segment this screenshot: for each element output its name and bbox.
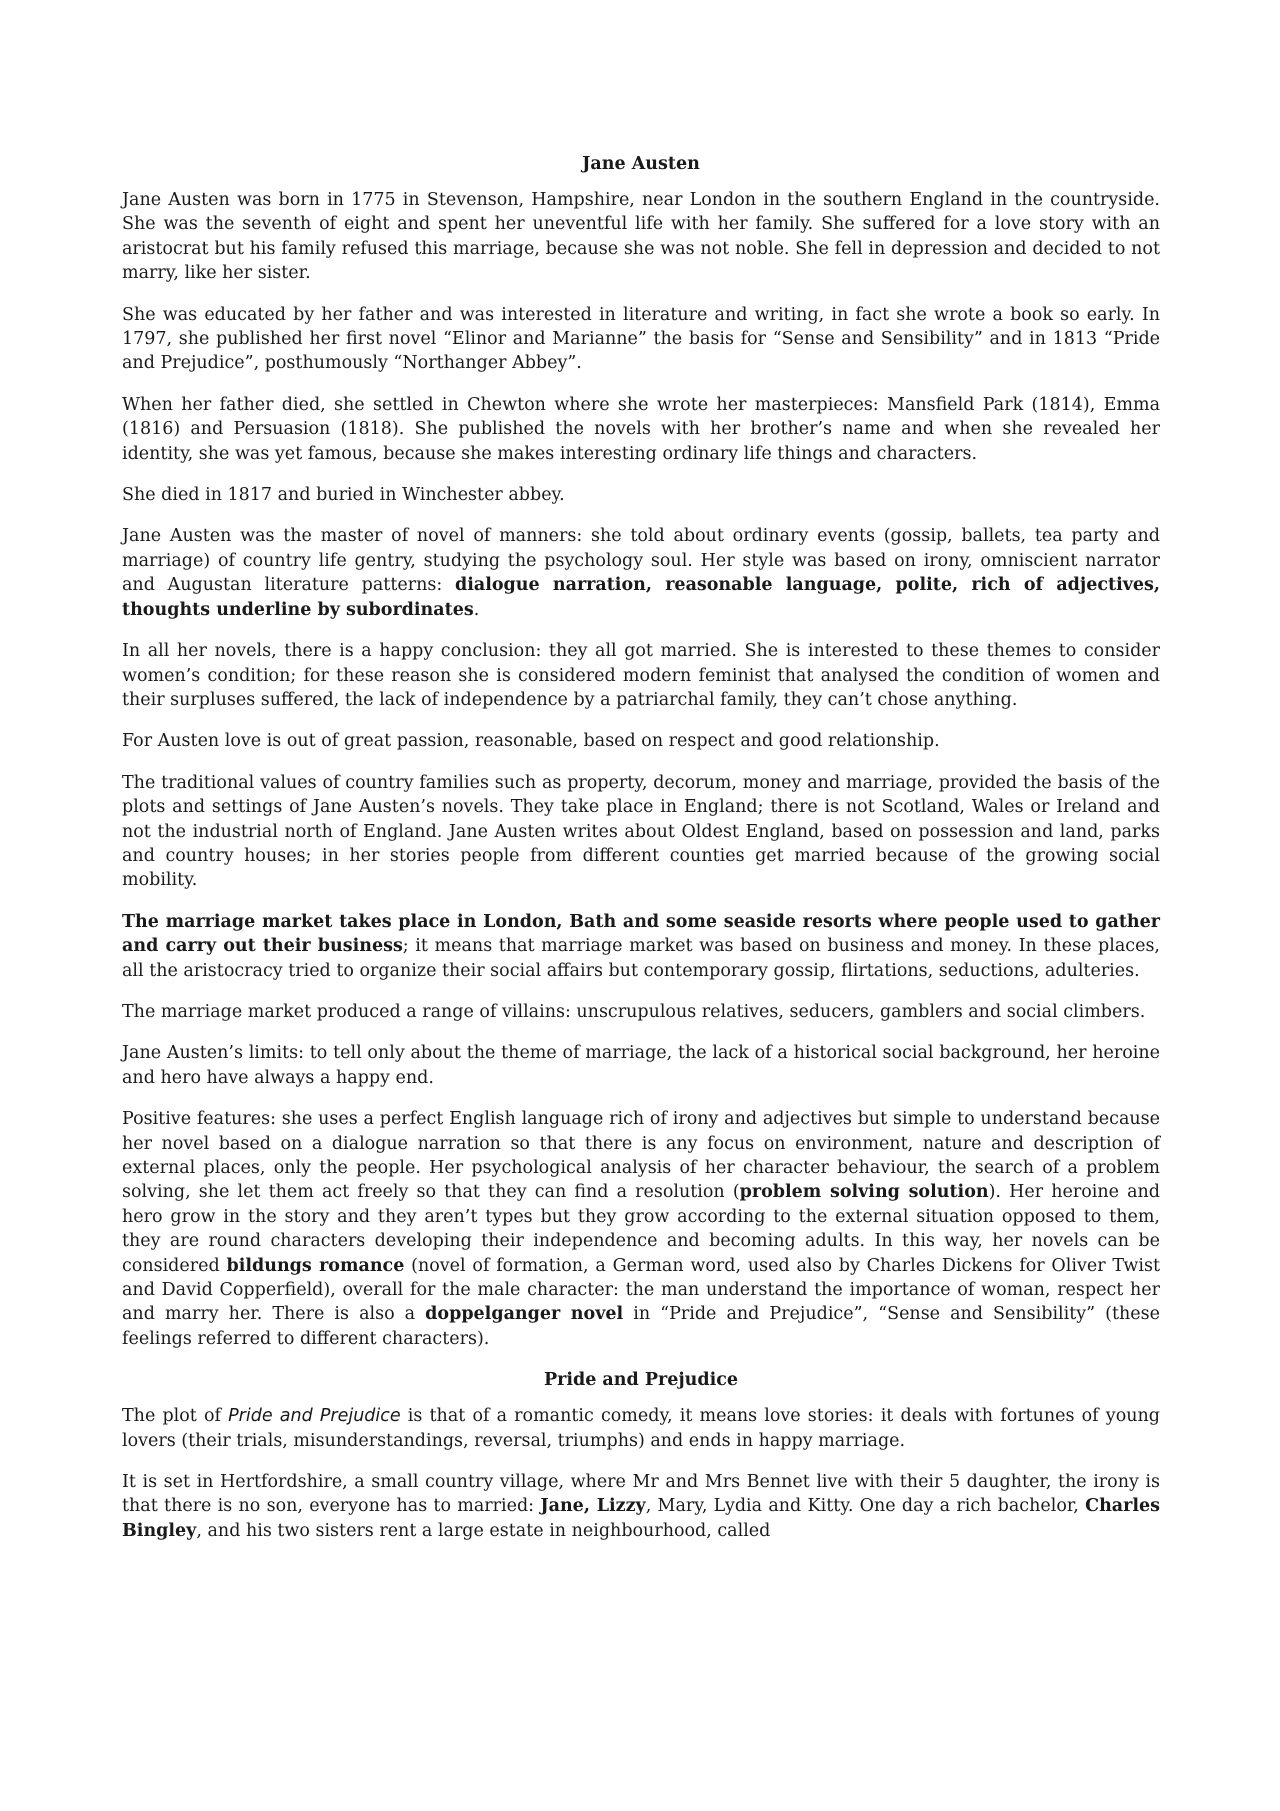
paragraph-values: The traditional values of country families such as property, decorum, money and marriage, provided the basis of the plots and settings of Jane Austen’s novels. They take place in England; there is not Scotland, Wales or Ireland and not the industrial north of England. Jane Austen writes about Oldest England, based on possession and land, parks and country houses; in her stories people from different counties get married because of the growing social mobility. [122, 772, 1160, 891]
paragraph-villains: The marriage market produced a range of villains: unscrupulous relatives, seducers, gamblers and social climbers. [122, 1001, 1146, 1022]
italic-text-run: Pride and Prejudice [228, 1406, 401, 1427]
page-title: Jane Austen [582, 154, 700, 174]
bold-text-run: Jane, Lizzy [540, 1496, 646, 1517]
text-run: , and his two sisters rent a large estate in neighbourhood, called [196, 1520, 771, 1541]
text-run: It is set in Hertfordshire, a small country village, where Mr and Mrs Bennet live with their 5 daughter, the irony is that there is no son, everyone has to married: [122, 1472, 1160, 1517]
paragraph-love: For Austen love is out of great passion, reasonable, based on respect and good relationship. [122, 731, 940, 752]
bold-text-run: doppelganger novel [425, 1304, 624, 1325]
bold-text-run: The marriage market takes place in London, Bath and some seaside resorts where people used to gather and carry out their business [122, 911, 1160, 957]
paragraph-masterpieces: When her father died, she settled in Chewton where she wrote her masterpieces: Mansfield Park (1814), Emma (1816) and Persuasion (1818). She published the novels with her brother’s name and when she revealed her identity, she was yet famous, because she makes interesting ordinary life things and characters. [122, 394, 1160, 464]
paragraph-marriage-market [122, 910, 1160, 983]
paragraph-themes: In all her novels, there is a happy conclusion: they all got married. She is interested to these themes to consider women’s condition; for these reason she is considered modern feminist that analysed the condition of women and their surpluses suffered, the lack of independence by a patriarchal family, they can’t chose anything. [122, 641, 1160, 710]
text-run: The plot of [122, 1406, 229, 1427]
text-run: in “Pride and Prejudice”, “Sense and Sensibility” (these feelings referred to different characters). [122, 1304, 1160, 1349]
bold-text-run: Charles Bingley [122, 1496, 1160, 1541]
paragraph-setting [122, 1470, 1160, 1543]
bold-text-run: dialogue narration, reasonable language, polite, rich of adjectives, thoughts underline by subordinates [122, 575, 1160, 620]
paragraph-limits: Jane Austen’s limits: to tell only about the theme of marriage, the lack of a historical social background, her heroine and hero have always a happy end. [122, 1043, 1160, 1088]
text-run: Positive features: she uses a perfect English language rich of irony and adjectives but simple to understand because her novel based on a dialogue narration so that there is any focus on environment, nature and description of external places, only the people. Her psychological analysis of her character behaviour, the search of a problem solving, she let them act freely so that they can find a resolution ( [122, 1109, 1160, 1203]
text-run: Jane Austen was the master of novel of manners: she told about ordinary events (gossip, ballets, tea party and marriage) of country life gentry, studying the psychology soul. Her style was based on irony, omniscient narrator and Augustan literature patterns: [122, 526, 1160, 596]
text-run: ; it means that marriage market was based on business and money. In these places, all the aristocracy tried to organize their social affairs but contemporary gossip, flirtations, seductions, adulteries. [122, 936, 1160, 981]
text-run: , Mary, Lydia and Kitty. One day a rich bachelor, [645, 1496, 1086, 1517]
paragraph-style [122, 524, 1160, 622]
bold-text-run: bildungs romance [226, 1255, 405, 1276]
text-run: (novel of formation, a German word, used also by Charles Dickens for Oliver Twist and David Copperfield), overall for the male character: the man understand the importance of woman, respect her and marry her. There is also a [122, 1255, 1160, 1325]
bold-text-run: problem solving solution [739, 1182, 989, 1203]
paragraph-positive-features [122, 1107, 1160, 1351]
text-run: . [473, 599, 480, 620]
text-run: is that of a romantic comedy, it means love stories: it deals with fortunes of young lovers (their trials, misunderstandings, reversal, triumphs) and ends in happy marriage. [122, 1406, 1160, 1451]
paragraph-birth: Jane Austen was born in 1775 in Stevenson, Hampshire, near London in the southern England in the countryside. She was the seventh of eight and spent her uneventful life with her family. She suffered for a love story with an aristocrat but his family refused this marriage, because she was not noble. She fell in depression and decided to not marry, like her sister. [122, 190, 1160, 284]
section-title: Pride and Prejudice [543, 1370, 739, 1391]
paragraph-death: She died in 1817 and buried in Winchester abbey. [122, 485, 565, 506]
paragraph-plot [122, 1404, 1160, 1453]
paragraph-education: She was educated by her father and was interested in literature and writing, in fact she wrote a book so early. In 1797, she published her first novel “Elinor and Marianne” the basis for “Sense and Sensibility” and in 1813 “Pride and Prejudice”, posthumously “Northanger Abbey”. [122, 304, 1160, 374]
text-run: ). Her heroine and hero grow in the story and they aren’t types but they grow according to the external situation opposed to them, they are round characters developing their independence and becoming adults. In this way, her novels can be considered [122, 1182, 1160, 1276]
